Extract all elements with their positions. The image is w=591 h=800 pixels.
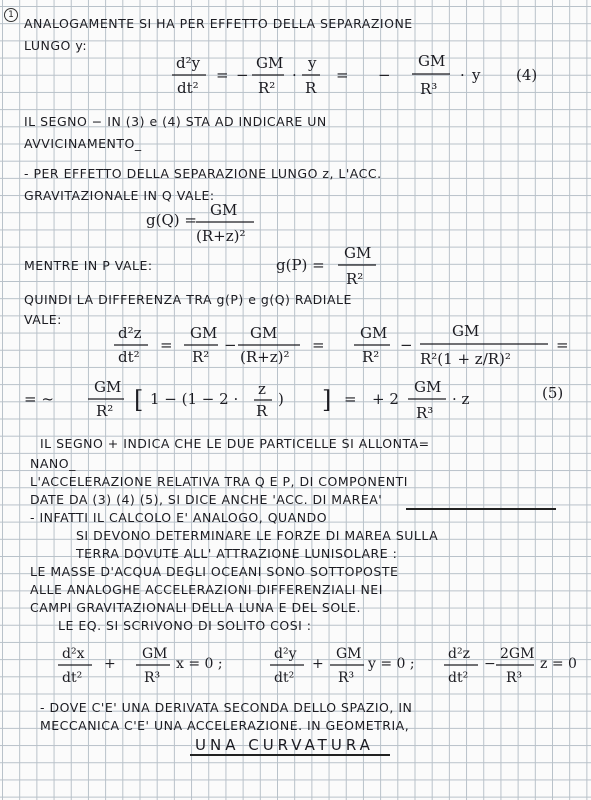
svg-text:GM: GM: [210, 201, 238, 219]
page-number: 1: [4, 8, 18, 22]
text-line: SI DEVONO DETERMINARE LE FORZE DI MAREA SULLA: [76, 528, 439, 543]
svg-text:=: =: [216, 66, 229, 84]
svg-text:R²: R²: [346, 270, 364, 288]
svg-text:y = 0 ;: y = 0 ;: [368, 656, 415, 672]
text-line: IL SEGNO + INDICA CHE LE DUE PARTICELLE SI ALLONTA=: [40, 436, 430, 451]
svg-text:R²: R²: [96, 402, 114, 420]
svg-text:·: ·: [460, 66, 465, 84]
svg-text:+ 2: + 2: [372, 390, 399, 408]
text-line: MECCANICA C'E' UNA ACCELERAZIONE. IN GEOMETRIA,: [40, 718, 410, 733]
svg-text:GM: GM: [190, 324, 218, 342]
svg-text:x = 0 ;: x = 0 ;: [176, 656, 223, 672]
text-line: LE EQ. SI SCRIVONO DI SOLITO COSI :: [58, 618, 312, 633]
svg-text:· z: · z: [452, 390, 470, 408]
text-line: VALE:: [24, 312, 62, 327]
svg-text:GM: GM: [360, 324, 388, 342]
text-line: LUNGO y:: [24, 38, 88, 53]
svg-text:d²x: d²x: [62, 646, 85, 662]
svg-text:R²: R²: [362, 348, 380, 366]
svg-text:R²(1 + z/R)²: R²(1 + z/R)²: [420, 350, 511, 368]
svg-text:GM: GM: [344, 244, 372, 262]
text-line: TERRA DOVUTE ALL' ATTRAZIONE LUNISOLARE :: [76, 546, 398, 561]
svg-text:d²y: d²y: [176, 54, 201, 72]
svg-text:+: +: [104, 656, 116, 672]
text-line: IL SEGNO − IN (3) e (4) STA AD INDICARE UN: [24, 114, 327, 129]
svg-text:+: +: [312, 656, 324, 672]
text-line: NANO_: [30, 456, 76, 471]
svg-text:GM: GM: [336, 646, 362, 662]
svg-text:[: [: [134, 386, 144, 414]
text-line: ALLE ANALOGHE ACCELERAZIONI DIFFERENZIALI NEI: [30, 582, 383, 597]
svg-text:dt²: dt²: [274, 670, 295, 686]
svg-text:1 − (1 − 2 ·: 1 − (1 − 2 ·: [150, 390, 239, 408]
text-line: L'ACCELERAZIONE RELATIVA TRA Q E P, DI COMPONENTI: [30, 474, 408, 489]
svg-text:dt²: dt²: [177, 79, 199, 97]
svg-text:=: =: [344, 390, 357, 408]
svg-text:y: y: [308, 54, 317, 72]
svg-text:z: z: [258, 380, 266, 398]
svg-text:GM: GM: [94, 378, 122, 396]
title-underline: [190, 754, 390, 756]
text-line: - INFATTI IL CALCOLO E' ANALOGO, QUANDO: [30, 510, 328, 525]
text-line: ANALOGAMENTE SI HA PER EFFETTO DELLA SEPARAZIONE: [24, 16, 413, 31]
svg-text:−: −: [484, 656, 496, 672]
svg-text:R: R: [256, 402, 268, 420]
svg-text:y: y: [472, 66, 481, 84]
closing-title: UNA CURVATURA: [195, 736, 374, 754]
svg-text:R: R: [305, 79, 317, 97]
svg-text:GM: GM: [142, 646, 168, 662]
svg-text:GM: GM: [418, 52, 446, 70]
svg-text:dt²: dt²: [448, 670, 469, 686]
text-line: LE MASSE D'ACQUA DEGLI OCEANI SONO SOTTOPOSTE: [30, 564, 399, 579]
svg-text:−: −: [378, 66, 391, 84]
text-line: AVVICINAMENTO_: [24, 136, 142, 151]
svg-text:−: −: [224, 336, 237, 354]
svg-text:2GM: 2GM: [500, 646, 535, 662]
svg-text:dt²: dt²: [118, 348, 140, 366]
svg-text:(5): (5): [542, 384, 564, 402]
svg-text:g(P) =: g(P) =: [276, 256, 325, 274]
svg-text:= ~: = ~: [24, 390, 54, 408]
svg-text:R³: R³: [420, 80, 438, 98]
svg-text:z = 0: z = 0: [540, 656, 577, 672]
svg-text:R³: R³: [338, 670, 355, 686]
text-line: QUINDI LA DIFFERENZA TRA g(P) e g(Q) RADIALE: [24, 292, 352, 307]
svg-text:=: =: [556, 336, 569, 354]
svg-text:(R+z)²: (R+z)²: [240, 348, 290, 366]
svg-text:R³: R³: [506, 670, 523, 686]
svg-text:]: ]: [322, 386, 332, 414]
svg-text:=: =: [312, 336, 325, 354]
svg-text:GM: GM: [256, 54, 284, 72]
svg-text:·: ·: [292, 66, 297, 84]
svg-text:=: =: [336, 66, 349, 84]
svg-text:R³: R³: [144, 670, 161, 686]
text-line: GRAVITAZIONALE IN Q VALE:: [24, 188, 215, 203]
svg-text:−: −: [400, 336, 413, 354]
svg-text:dt²: dt²: [62, 670, 83, 686]
svg-text:g(Q) =: g(Q) =: [146, 211, 197, 229]
svg-text:d²y: d²y: [274, 646, 297, 662]
svg-text:R²: R²: [192, 348, 210, 366]
equation-tag: (4): [516, 66, 538, 84]
svg-text:GM: GM: [414, 378, 442, 396]
svg-text:(R+z)²: (R+z)²: [196, 227, 246, 245]
svg-text:=: =: [160, 336, 173, 354]
svg-text:GM: GM: [452, 322, 480, 340]
text-line: DATE DA (3) (4) (5), SI DICE ANCHE 'ACC. DI MAREA': [30, 492, 383, 507]
svg-text:−: −: [236, 66, 249, 84]
svg-text:d²z: d²z: [448, 646, 470, 662]
svg-text:d²z: d²z: [118, 324, 142, 342]
text-line: MENTRE IN P VALE:: [24, 258, 153, 273]
svg-text:R³: R³: [416, 404, 434, 422]
text-line: CAMPI GRAVITAZIONALI DELLA LUNA E DEL SOLE.: [30, 600, 362, 615]
svg-text:R²: R²: [258, 79, 276, 97]
text-line: - PER EFFETTO DELLA SEPARAZIONE LUNGO z, L'ACC.: [24, 166, 382, 181]
svg-text:GM: GM: [250, 324, 278, 342]
svg-text:): ): [278, 390, 284, 408]
text-line: - DOVE C'E' UNA DERIVATA SECONDA DELLO SPAZIO, IN: [40, 700, 413, 715]
